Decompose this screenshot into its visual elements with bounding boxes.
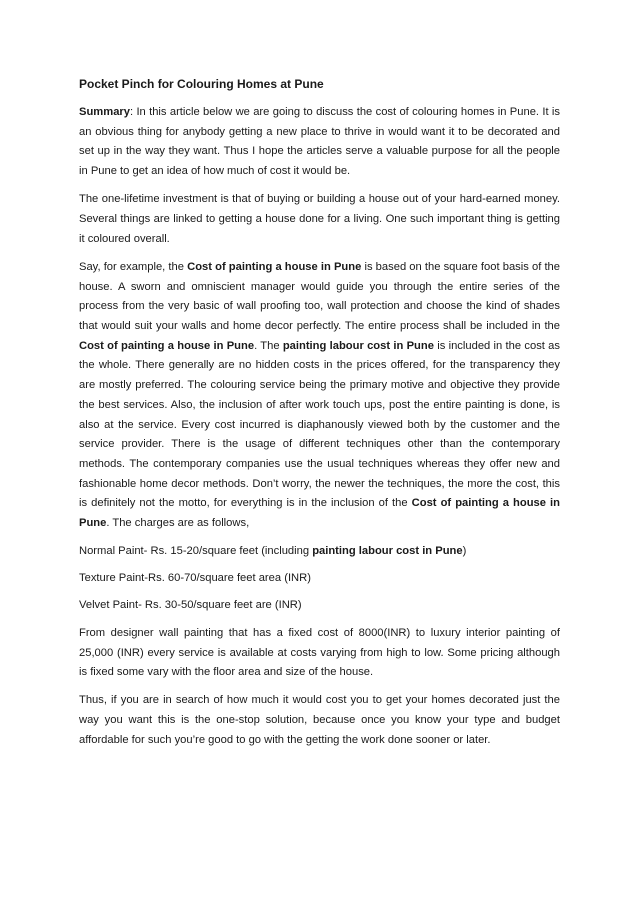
text-run: . The [254,339,283,352]
text-run: Normal Paint- Rs. 15-20/square feet (including [79,545,313,558]
velvet-paint-line: Velvet Paint- Rs. 30-50/square feet are (INR) [79,598,302,611]
text-run: ) [462,545,467,558]
keyword-bold: painting labour cost in Pune [282,339,434,352]
conclusion-paragraph: Thus, if you are in search of how much it would cost you to get your homes decorated just the way you want this is the one-stop solution, because once you know your type and budget affordable for such you’re good to go with the getting the work done sooner or later. [79,694,560,746]
document-title: Pocket Pinch for Colouring Homes at Pune [79,77,324,91]
text-run: is based on the square foot basis of the house. A sworn and omniscient manager would guide you through the entire series of the process from the very basic of wall proofing too, wall protection and choose the kind of shades that would suit your walls and home decor perfectly. The entire process shall be included in the [79,260,560,333]
text-run: Say, for example, the [79,260,188,273]
keyword-bold: Cost of painting a house in Pune [187,260,362,273]
summary-label: Summary [79,106,130,118]
designer-painting-paragraph: From designer wall painting that has a fixed cost of 8000(INR) to luxury interior painting of 25,000 (INR) every service is available at costs varying from high to low. Some pricing although is fixed some vary with the floor area and size of the house. [79,626,560,679]
text-run: is included in the cost as the whole. There generally are no hidden costs in the prices offered, for the transparency they are mostly preferred. The colouring service being the primary motive and objective they provide the best services. Also, the inclusion of after work touch ups, post the entire painting is done, is also at the service. Every cost incurred is diaphanously viewed both by the customer and the service provider. There is the usage of different techniques other than the contemporary methods. The contemporary companies use the usual techniques whereas they offer new and fashionable home decor methods. Don’t worry, the newer the techniques, the more the cost, this is definitely not the motto, for everything is in the inclusion of the [79,339,560,510]
cost-details-paragraph [79,258,560,534]
document-page [79,75,560,759]
keyword-bold: Cost of painting a house in Pune [79,497,560,530]
texture-paint-line: Texture Paint-Rs. 60-70/square feet area (INR) [79,571,311,584]
text-run: . The charges are as follows, [106,517,250,530]
keyword-bold: Cost of painting a house in Pune [79,339,255,352]
summary-paragraph [79,103,560,182]
summary-text: : In this article below we are going to discuss the cost of colouring homes in Pune. It is an obvious thing for anybody getting a new place to thrive in would want it to be decorated and set up in the way they want. Thus I hope the articles serve a valuable purpose for all the people in Pune to get an idea of how much of cost it would be. [79,106,560,178]
keyword-bold: painting labour cost in Pune [312,545,463,558]
normal-paint-line [79,542,560,562]
investment-paragraph: The one-lifetime investment is that of buying or building a house out of your hard-earned money. Several things are linked to getting a house done for a living. One such important thing is getting it coloured overall. [79,193,560,245]
